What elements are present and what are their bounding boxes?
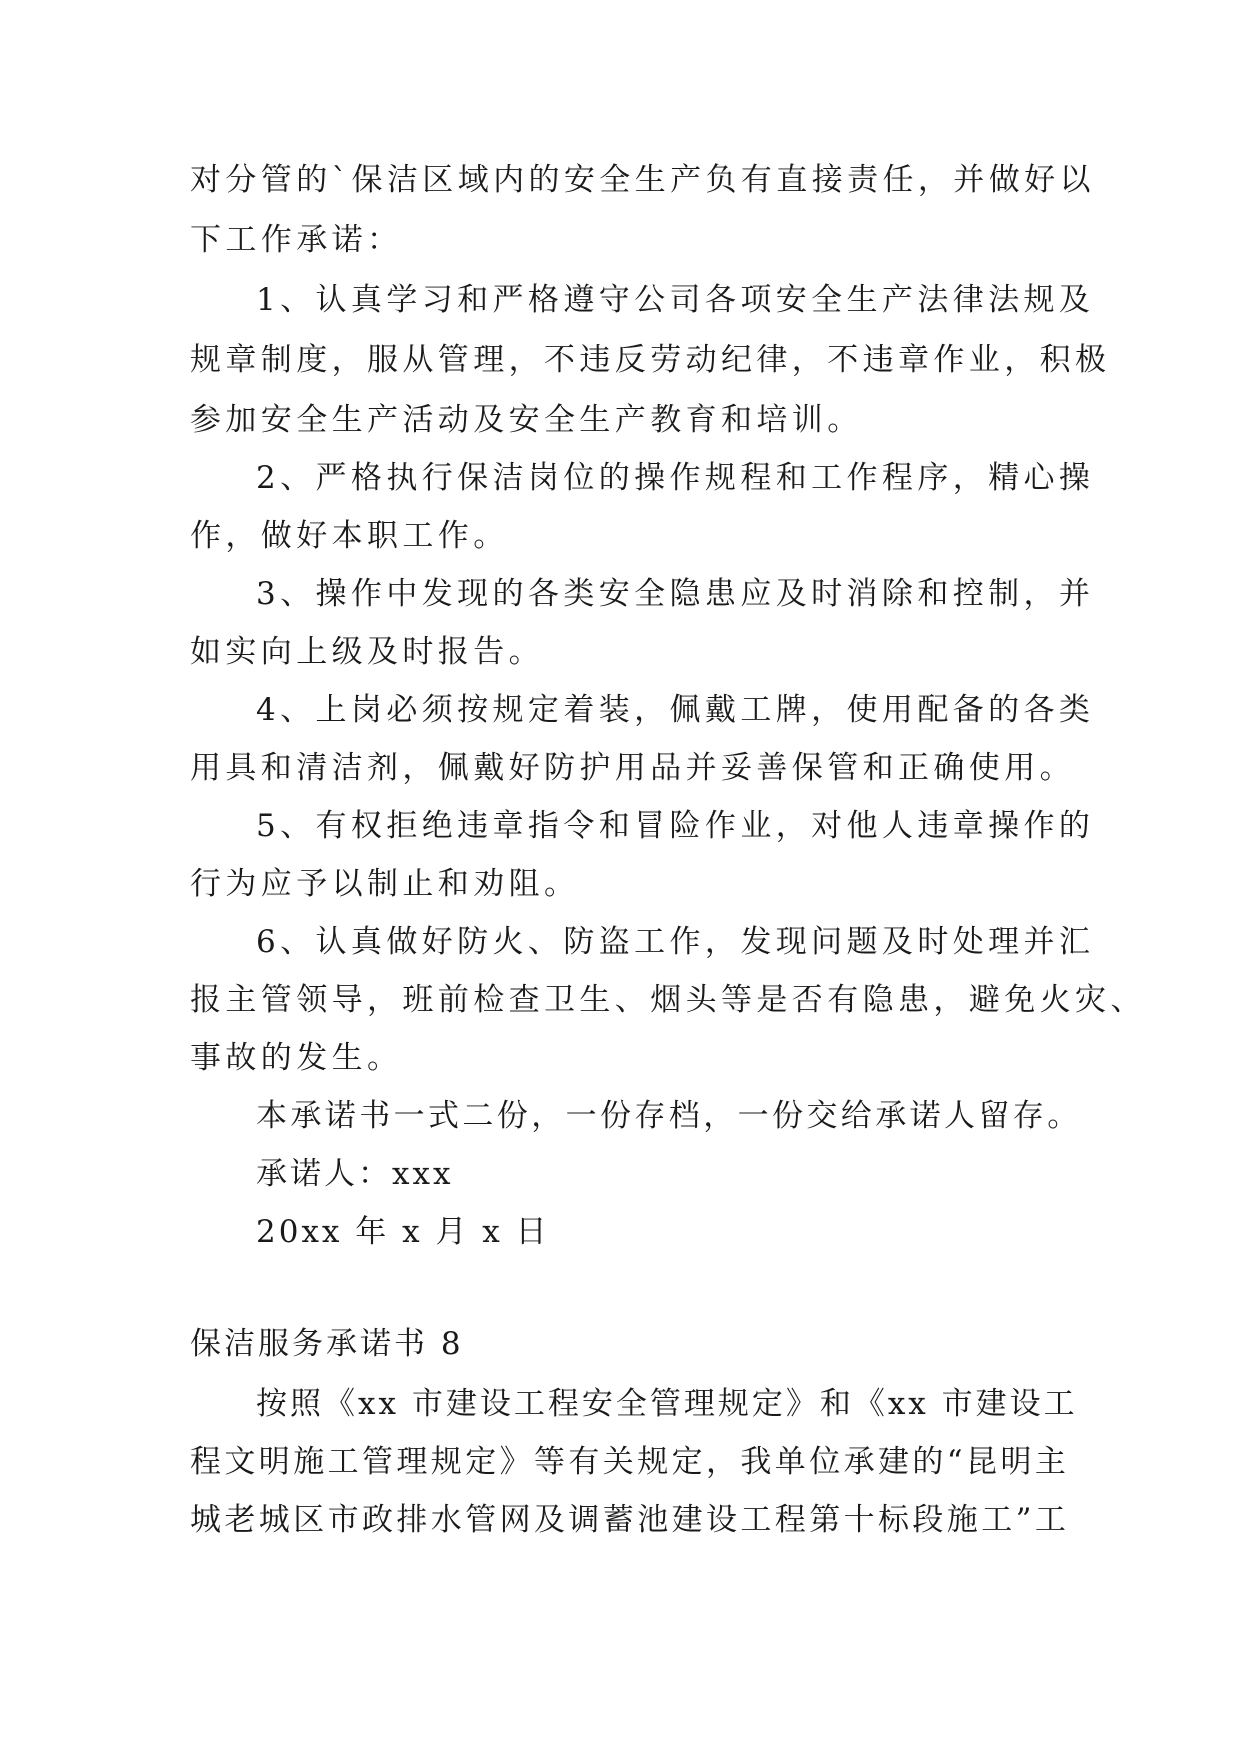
item-2-line-2: 作，做好本职工作。 bbox=[190, 518, 509, 554]
section-title: 保洁服务承诺书 8 bbox=[190, 1326, 464, 1362]
item-6-line-2: 报主管领导，班前检查卫生、烟头等是否有隐患，避免火灾、 bbox=[190, 982, 1146, 1018]
copies-note: 本承诺书一式二份，一份存档，一份交给承诺人留存。 bbox=[256, 1098, 1082, 1134]
item-4-line-1: 4、上岗必须按规定着装，佩戴工牌，使用配备的各类 bbox=[256, 692, 1095, 728]
item-4-line-2: 用具和清洁剂，佩戴好防护用品并妥善保管和正确使用。 bbox=[190, 750, 1075, 786]
item-2-line-1: 2、严格执行保洁岗位的操作规程和工作程序，精心操 bbox=[256, 460, 1095, 496]
intro-line-2: 下工作承诺： bbox=[190, 222, 403, 258]
section-body-line-2: 程文明施工管理规定》等有关规定，我单位承建的“昆明主 bbox=[190, 1444, 1070, 1480]
intro-line-1: 对分管的`保洁区域内的安全生产负有直接责任，并做好以 bbox=[190, 162, 1095, 198]
section-body-line-1: 按照《xx 市建设工程安全管理规定》和《xx 市建设工 bbox=[256, 1386, 1078, 1422]
item-6-line-1: 6、认真做好防火、防盗工作，发现问题及时处理并汇 bbox=[256, 924, 1095, 960]
item-1-line-1: 1、认真学习和严格遵守公司各项安全生产法律法规及 bbox=[256, 282, 1095, 318]
item-6-line-3: 事故的发生。 bbox=[190, 1040, 403, 1076]
item-3-line-2: 如实向上级及时报告。 bbox=[190, 634, 544, 670]
section-body-line-3: 城老城区市政排水管网及调蓄池建设工程第十标段施工”工 bbox=[190, 1502, 1070, 1538]
item-3-line-1: 3、操作中发现的各类安全隐患应及时消除和控制，并 bbox=[256, 576, 1095, 612]
item-1-line-2: 规章制度，服从管理，不违反劳动纪律，不违章作业，积极 bbox=[190, 342, 1111, 378]
date-line: 20xx 年 x 月 x 日 bbox=[256, 1214, 550, 1250]
item-5-line-2: 行为应予以制止和劝阻。 bbox=[190, 866, 580, 902]
item-1-line-3: 参加安全生产活动及安全生产教育和培训。 bbox=[190, 402, 863, 438]
item-5-line-1: 5、有权拒绝违章指令和冒险作业，对他人违章操作的 bbox=[256, 808, 1095, 844]
signer-line: 承诺人：xxx bbox=[256, 1156, 454, 1192]
